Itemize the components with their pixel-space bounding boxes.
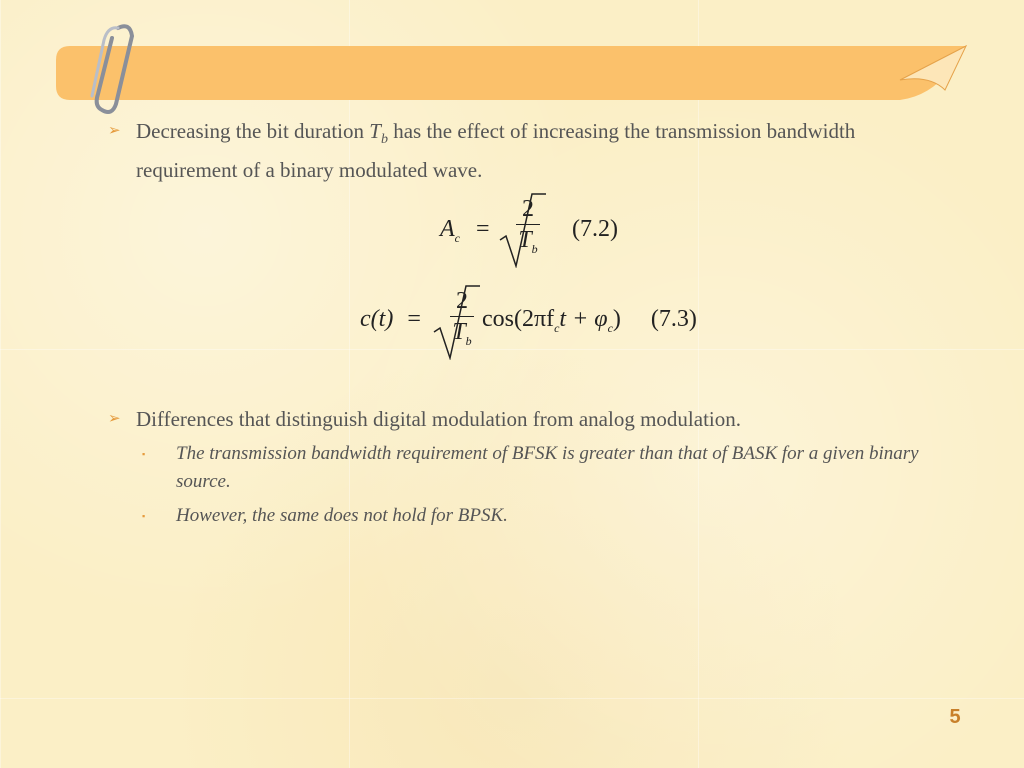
square-bullet-icon: ▪	[142, 449, 146, 459]
square-bullet-icon: ▪	[142, 511, 146, 521]
bullet-item-1	[100, 116, 920, 186]
arrow-bullet-icon: ➢	[108, 411, 121, 427]
sub-bullet-item-1	[138, 440, 958, 496]
page-number: 5	[949, 706, 961, 728]
sub-bullet-text: However, the same does not hold for BPSK.	[176, 505, 508, 526]
bullet-text: Decreasing the bit duration $T_b$ has the effect of increasing the transmission bandwidth requirement of a binary modulated wave.	[136, 119, 856, 183]
sub-bullet-item-2	[138, 502, 958, 530]
bullet-item-2	[100, 404, 920, 435]
arrow-bullet-icon: ➢	[108, 123, 121, 139]
banner-ribbon	[56, 46, 966, 100]
equation-7-2: $A_c$ = $\frac{2}{T_b}$ (7.2)	[440, 190, 670, 270]
title-banner	[0, 0, 1024, 120]
sub-bullet-text: The transmission bandwidth requirement of BFSK is greater than that of BASK for a given binary source.	[176, 443, 919, 492]
equation-7-3: c(t) = $\frac{2}{T_b}$ $\cos(2\pi f_ct + \varphi_c)$ (7.3)	[360, 282, 740, 362]
bullet-text: Differences that distinguish digital modulation from analog modulation.	[136, 407, 742, 431]
